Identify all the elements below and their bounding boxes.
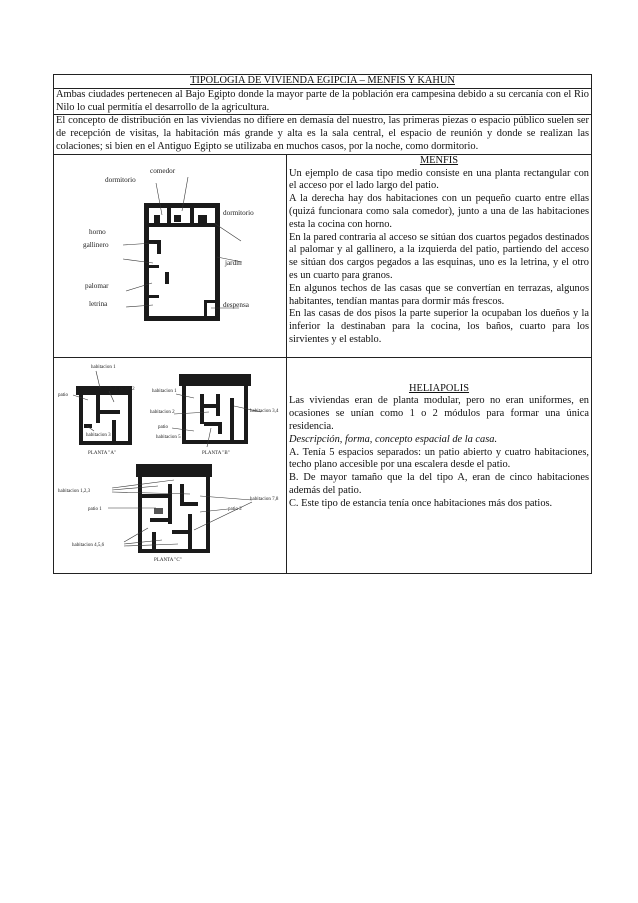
label-c-hab456: habitacion 4,5,6	[72, 542, 105, 548]
intro-paragraph-2: El concepto de distribución en las viviendas no difiere en demasía del nuestro, las primeras piezas o espacio público suelen ser de recepción de visitas, la habitación más grande y alta es la sala central, el espacio de reunión y donde se realizan las colaciones; si bien en el Antiguo Egipto se utilizaba en muchos casos, por la noche, como dormitorio.	[54, 115, 592, 154]
label-palomar: palomar	[85, 281, 109, 290]
label-dormitorio-left: dormitorio	[105, 175, 136, 184]
heliopolis-subtitle: Descripción, forma, concepto espacial de la casa.	[289, 433, 498, 445]
label-jardin: jardin	[225, 258, 242, 267]
plan-b-drawing	[179, 374, 251, 444]
menfis-text-cell	[287, 154, 592, 357]
label-b-hab34: habitacion 3,4	[250, 408, 279, 414]
label-c-hab123: habitacion 1,2,3	[58, 488, 91, 494]
heliopolis-floor-plans	[54, 358, 286, 569]
label-c-patio2: patio 2	[228, 506, 242, 512]
label-b-hab2: habitacion 2	[150, 409, 175, 415]
document-title: TIPOLOGIA DE VIVIENDA EGIPCIA – MENFIS Y KAHUN	[54, 75, 592, 89]
label-a-caption: PLANTA "A"	[88, 450, 116, 456]
menfis-plan-cell	[54, 154, 287, 357]
menfis-paragraph-5: En las casas de dos pisos la parte superior la ocupaban los dueños y la inferior la destinaban para la cocina, los baños, cuarto para los sirvientes y el establo.	[289, 308, 589, 345]
menfis-floor-plan	[54, 155, 286, 352]
menfis-heading: MENFIS	[419, 154, 459, 166]
menfis-paragraph-1: Un ejemplo de casa tipo medio consiste en una planta rectangular con el acceso por el lado largo del patio.	[289, 167, 589, 192]
heliopolis-text-cell	[287, 357, 592, 574]
heliopolis-plan-cell	[54, 357, 287, 574]
label-despensa: despensa	[223, 300, 249, 309]
menfis-paragraph-3: En la pared contraria al acceso se sitúan dos cuartos pegados destinados al palomar y al gallinero, a la izquierda del patio, partiendo del acceso se sitúan dos cargos pegados a las esquinas, uno es la letrina, y el otro es un cuarto para granos.	[289, 231, 589, 281]
label-b-caption: PLANTA "B"	[202, 450, 230, 456]
label-a-hab2: habitacion 2	[110, 386, 135, 392]
label-b-hab1: habitacion 1	[152, 388, 177, 394]
label-a-hab3: habitacion 3	[86, 432, 111, 438]
label-c-caption: PLANTA "C"	[154, 557, 182, 563]
label-horno: horno	[89, 227, 106, 236]
label-a-patio: patio	[58, 392, 68, 398]
label-letrina: letrina	[89, 299, 108, 308]
menfis-paragraph-2: A la derecha hay dos habitaciones con un pequeño cuarto entre ellas (quizá funcionara como sala comedor), junto a una de las habitaciones esta la cocina con horno.	[289, 193, 589, 230]
intro-paragraph-1: Ambas ciudades pertenecen al Bajo Egipto donde la mayor parte de la población era campesina debido a su cercanía con el Rio Nilo lo cual permitía el desarrollo de la agricultura.	[54, 88, 592, 115]
label-a-hab1: habitacion 1	[91, 364, 116, 370]
heliopolis-item-c: C. Este tipo de estancia tenía once habitaciones más dos patios.	[289, 497, 553, 509]
label-gallinero: gallinero	[83, 240, 109, 249]
heliopolis-item-b: B. De mayor tamaño que la del tipo A, eran de cinco habitaciones además del patio.	[289, 472, 589, 496]
label-c-hab78: habitacion 7,8	[250, 496, 279, 502]
plan-c-drawing	[136, 464, 212, 553]
label-dormitorio-right: dormitorio	[223, 208, 254, 217]
label-comedor: comedor	[150, 166, 176, 175]
menfis-paragraph-4: En algunos techos de las casas que se convertían en terrazas, algunos habitantes, tendían mantas para dormir más frescos.	[289, 282, 589, 307]
label-b-patio: patio	[158, 424, 168, 430]
label-b-hab5: habitacion 5	[156, 434, 181, 440]
heliopolis-intro: Las viviendas eran de planta modular, pero no eran uniformes, en ocasiones se unían como 1 o 2 módulos para formar una única residencia.	[289, 395, 589, 432]
label-c-patio1: patio 1	[88, 506, 102, 512]
heliopolis-item-a: A. Tenía 5 espacios separados: un patio abierto y cuatro habitaciones, techo plano accesible por una escalera desde el patio.	[289, 446, 589, 471]
heliopolis-heading: HELIAPOLIS	[408, 382, 470, 394]
typology-table	[53, 74, 592, 574]
